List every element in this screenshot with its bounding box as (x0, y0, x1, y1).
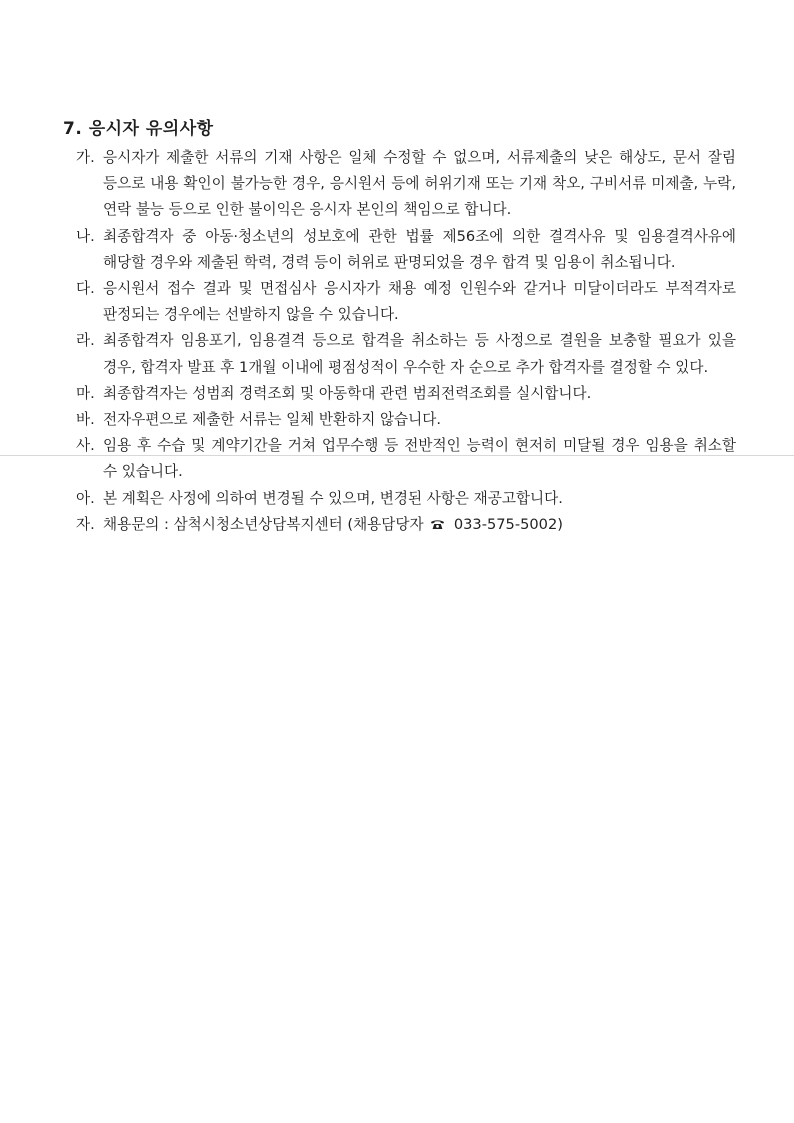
notice-item-ja-contact (76, 512, 736, 538)
item-text: 응시원서 접수 결과 및 면접심사 응시자가 채용 예정 인원수와 같거나 미달이더라도 부적격자로 판정되는 경우에는 선발하지 않을 수 있습니다. (103, 280, 736, 324)
notice-list (76, 145, 736, 538)
item-marker: 다. (76, 280, 95, 298)
item-marker: 나. (76, 227, 95, 245)
item-marker: 마. (76, 384, 95, 402)
item-text: 전자우편으로 제출한 서류는 일체 반환하지 않습니다. (103, 411, 441, 429)
contact-prefix: 채용문의 : 삼척시청소년상담복지센터 (채용담당자 (103, 515, 424, 533)
item-marker: 아. (76, 489, 95, 507)
section-title: 7. 응시자 유의사항 (63, 119, 214, 139)
notice-item-ma (76, 381, 736, 407)
item-marker: 바. (76, 411, 95, 429)
notice-item-ra (76, 328, 736, 380)
item-text: 최종합격자는 성범죄 경력조회 및 아동학대 관련 범죄전력조회를 실시합니다. (103, 384, 592, 402)
telephone-icon (430, 519, 445, 530)
notice-item-da (76, 276, 736, 328)
notice-item-sa (76, 433, 736, 485)
item-text: 응시자가 제출한 서류의 기재 사항은 일체 수정할 수 없으며, 서류제출의 낮은 해상도, 문서 잘림 등으로 내용 확인이 불가능한 경우, 응시원서 등에 허위기재 또는 기재 착오, 구비서류 미제출, 누락, 연락 불능 등으로 인한 불이익은 응시자 본인의 책임으로 합니다. (103, 149, 736, 219)
notice-item-na (76, 224, 736, 276)
notice-item-ga (76, 145, 736, 224)
item-marker: 가. (76, 149, 95, 166)
item-marker: 자. (76, 515, 95, 533)
item-text: 최종합격자 임용포기, 임용결격 등으로 합격을 취소하는 등 사정으로 결원을 보충할 필요가 있을 경우, 합격자 발표 후 1개월 이내에 평점성적이 우수한 자 순으로 추가 합격자를 결정할 수 있다. (103, 332, 736, 376)
item-marker: 사. (76, 437, 95, 455)
item-text: 임용 후 수습 및 계약기간을 거쳐 업무수행 등 전반적인 능력이 현저히 미달될 경우 임용을 취소할 수 있습니다. (103, 437, 736, 481)
contact-text (103, 512, 736, 538)
item-marker: 라. (76, 332, 95, 350)
item-text: 본 계획은 사정에 의하여 변경될 수 있으며, 변경된 사항은 재공고합니다. (103, 489, 563, 507)
notice-item-a (76, 486, 736, 512)
notice-item-ba (76, 407, 736, 433)
contact-phone: 033-575-5002) (453, 515, 563, 533)
item-text: 최종합격자 중 아동·청소년의 성보호에 관한 법률 제56조에 의한 결격사유 및 임용결격사유에 해당할 경우와 제출된 학력, 경력 등이 허위로 판명되었을 경우 합격 및 임용이 취소됩니다. (103, 227, 736, 271)
